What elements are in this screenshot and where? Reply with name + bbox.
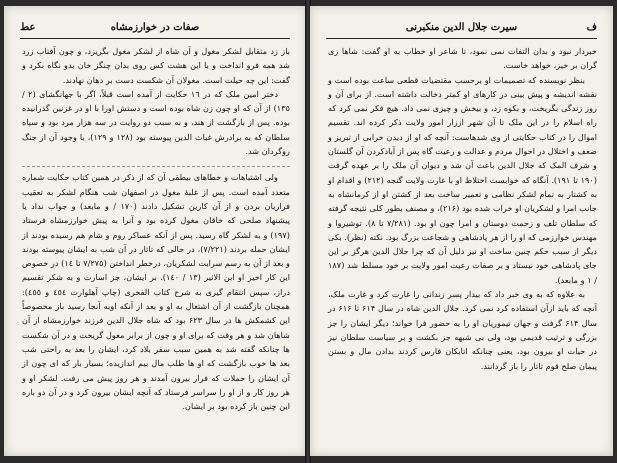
right-page-number: ف bbox=[586, 22, 597, 33]
right-paragraph-2: بنظر نویسنده که تصمیمات او برحسب مقتضیات قطعی ساعت بوده است و نقشه اندیشه و پیش بینی در کارهای او کمتر دخالت داشته است. از برای آن و روز زندگی بگریخت، و بکوه زد، و بیخش و چیزی نمی داد. هیچ فکر نمی کرد که راه اسلام را در این ملک تا آن شهر اززار امور ولایت ذکر کرده اند. تقسیم اموال را در کتاب حکایتی از وی شدهاست: آنچه که او از دیدن خرابی از تبریز و ضعف و اختلال در احوال مردم و عدالت و رعیت گاه پس از آبادکردن آن گلستان و شرف المک که جلال الدین باعث آن شد و دیوان آن ملک را بر عهده گرفت (۱۹۰ تا ۱۹۱). آنگاه که خوابست اختلاط او با غارت ولایت گنجه (۲۱۲) و اقدام او به کشتار به تمام لشکر نظامی و تعمیر ساخت بعد از کشتن او از کرمانشاه به جانب امرا و لشکریان او خراب شده بود (۲۱۶)، و مصنف بطور کلی نتیجه گرفته که سلطان تلف و زحمت دوستان و امرا چون او بود. (۷/۲۸۱ تا ۸). توشیروا و مهندس خوارزمی که او را از هر پادشاهی و شجاعت بزرگ بود. نکته (نظر). بکی دیگر از سبب حکم چنین ساخت او نیز دلیل آن که چرا جلال الدین هرگز بر این جای پادشاهی خود نیستاد و بر صفات رعیت امور ولایت بر خود مسلط شد (۱۸۷ / ۱ و مابعد). bbox=[328, 74, 598, 285]
left-page-number: عط bbox=[20, 22, 36, 33]
left-paragraph-3: ولی اشتباهات و خطاهای بیطقی آن که از ذکر در همین کتاب حکایت شماره متعدد آمده است. پس از غلبهٔ مغول در اصفهان شب هنگام لشکر به تعقیب فراریان بردن و از آن کاربن تشکیل دادند (١٧٠ / و مابعد) و جواب نداد یا پیشنهاد صلحی که خاقان مغول کرده بود و آنرا به پیش خوارزمشاه فرستاد (١٩٧) و به لشکر گاه رسید. پس از آنکه عساکر روم و شام هم رسیده بودند از ایشان حمله بردند (٧/٢٢١)، در حالی که تاتار در آن شب به ایشان پیوسته بودند و بعد از آن به رسم سرایت لشکریان، درخطر انداختن (٧/٢٧٥ تا ١٤) در خصوص این کار اخیر او ابن الاثیر (١٣ / ١٤٠). بر ایشان، جز اسارت و به شکر تقسیم دراز، سپس انتقام گیری به شرح کتاب الفخری (چاپ آهلوارت ٤٥٤ و ٤٥٥): همچنان بازگشت از آن اشتغال به او و بعد از آنکه اوبه آنجا رسید باز مخصوصاً این کشمکش ها در سال ۶۲۳ بود که شاه جلال الدین فرزند خوارزمشاه از آن شاهان شد و هر وقت که برای او و چون از برابر مغول گریخت و در آن شکست ها چنانکه گفته شد به همین سبب سفر بلاد کرد، ایشان را بعد به راحتی شب بعد ها خوب بازگشت که او ها طلب مال بیم اندازیده؛ بسیار بار که ای چون از آن ایشان را حملات که فرار بیرون آمدند و هر روز پیش می رفت. لشکر او و هر روز کار و از او را سراسر فرستاد که آنچه ایشان بیرون کرد و در آن دو باره این چنین باز کرده بود بر ایشان. bbox=[22, 172, 291, 412]
right-page bbox=[310, 6, 613, 456]
left-separator bbox=[22, 160, 290, 167]
left-page-header bbox=[20, 22, 290, 39]
right-page-header bbox=[326, 22, 597, 39]
left-paragraph-1: باز زد متقابل لشکر مغول و آن شاه از لشکر مغول بگریزد، و چون آفتاب زرد شد همه فرو انداخت و با این هشت کس روی بدان چنگز خان بدو نگاه بکرد و گفت: این چه حیلت است. مغولان آن شکست دست بر دهان نهادند. bbox=[22, 46, 290, 85]
right-paragraph-1: خبردار نبود و بدان التفات نمی نمود، تا شاعر او خطاب به او گفت: شاها زی گران بر خیز، خواهد خاست. bbox=[328, 46, 597, 71]
right-paragraph-3: به علاوه که به وی خبر داد که بیدار پسر زندانی را غارت کرد و غارت ملک، آنچه که باید ازآن استفاده کرد نمی کرد. جلال الدین شاه در سال ۶۱۴ تا ۶۱۶ در سال ۶۱۴ گرفت و جهان تیموریان او را به حضور فرا خواند؛ دیگر ایشان را جز بزرگی و ترتیب قدیمی بود، ولی بی شبهه جز بکشت و بر سیاست سلطان نیز در حیات او بیرون بود، یعنی چنانکه اتابکان فارس کردند بدادن مال و بستن پیمان صلح قوم تاتار را باز گردانند. bbox=[328, 289, 597, 371]
right-page-running-title: سیرت جلال الدین منکبرنی bbox=[405, 22, 518, 33]
left-page-body bbox=[22, 44, 290, 446]
right-page-body bbox=[328, 44, 597, 446]
left-paragraph-2: دختر امین ملک که در ١٦ حکایت از آمده است قبلاً، اگر با جهانگشای (٢ / ١٣٥) از آن که او چون زن شاه بوده است و دستش اورا با او در غزنین گذرانیده بوده. پس از بازگشت از هند، و به سبب دو روایت در سه هزار مرد بود و سپاه سلطان که به برادرش غیاث الدین پیوسته بود (١٢٨ و ١٢٩)، با وجود آن از جنگ روگردان شد. bbox=[22, 88, 290, 157]
left-page bbox=[4, 6, 306, 456]
left-page-running-title: صفات در خوارزمشاه bbox=[110, 22, 200, 33]
